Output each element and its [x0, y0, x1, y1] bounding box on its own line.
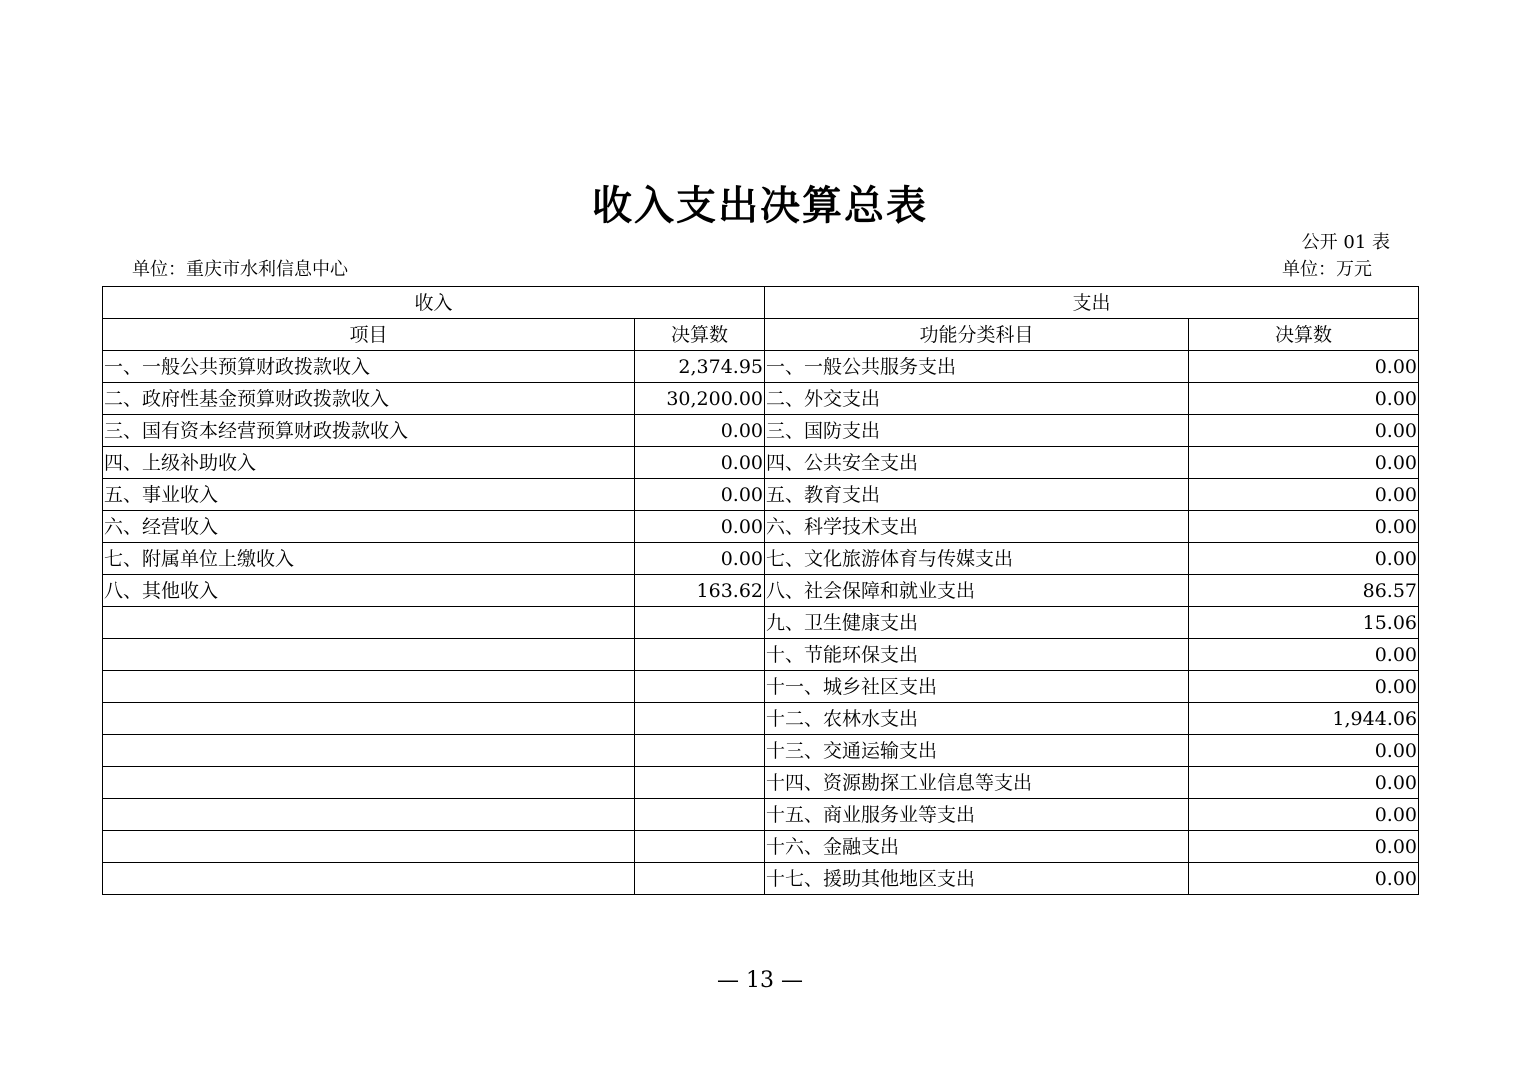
income-item-cell [103, 799, 635, 831]
expense-item-cell: 六、科学技术支出 [765, 511, 1189, 543]
income-item-cell: 四、上级补助收入 [103, 447, 635, 479]
income-item-cell: 七、附属单位上缴收入 [103, 543, 635, 575]
expense-amount-cell: 0.00 [1189, 383, 1419, 415]
income-item-cell: 一、一般公共预算财政拨款收入 [103, 351, 635, 383]
table-row [103, 671, 1419, 703]
income-item-cell: 三、国有资本经营预算财政拨款收入 [103, 415, 635, 447]
expense-amount-cell: 0.00 [1189, 767, 1419, 799]
table-row [103, 831, 1419, 863]
column-header-row [103, 319, 1419, 351]
expense-amount-cell: 1,944.06 [1189, 703, 1419, 735]
income-amount-cell: 0.00 [635, 511, 765, 543]
income-amount-cell: 2,374.95 [635, 351, 765, 383]
expense-amount-cell: 0.00 [1189, 415, 1419, 447]
table-row [103, 511, 1419, 543]
income-item-cell [103, 671, 635, 703]
expense-section-header: 支出 [765, 287, 1419, 319]
section-header-row [103, 287, 1419, 319]
income-item-cell [103, 703, 635, 735]
income-amount-cell [635, 703, 765, 735]
table-row [103, 799, 1419, 831]
expense-item-cell: 十一、城乡社区支出 [765, 671, 1189, 703]
unit-organization: 单位：重庆市水利信息中心 [132, 259, 348, 280]
expense-item-cell: 九、卫生健康支出 [765, 607, 1189, 639]
expense-amount-cell: 0.00 [1189, 831, 1419, 863]
income-amount-cell: 0.00 [635, 479, 765, 511]
table-body [103, 351, 1419, 895]
table-row [103, 447, 1419, 479]
income-item-cell: 二、政府性基金预算财政拨款收入 [103, 383, 635, 415]
expense-amount-cell: 0.00 [1189, 447, 1419, 479]
income-amount-cell: 163.62 [635, 575, 765, 607]
expense-item-cell: 十六、金融支出 [765, 831, 1189, 863]
page-number: — 13 — [717, 968, 803, 993]
income-amount-cell [635, 767, 765, 799]
unit-currency: 单位：万元 [1282, 259, 1372, 280]
table-row [103, 703, 1419, 735]
table-row [103, 383, 1419, 415]
expense-item-cell: 五、教育支出 [765, 479, 1189, 511]
income-item-cell [103, 831, 635, 863]
expense-amount-cell: 15.06 [1189, 607, 1419, 639]
table-row [103, 575, 1419, 607]
expense-item-cell: 三、国防支出 [765, 415, 1189, 447]
income-amount-cell [635, 607, 765, 639]
expense-item-cell: 八、社会保障和就业支出 [765, 575, 1189, 607]
income-item-cell [103, 735, 635, 767]
expense-item-cell: 十二、农林水支出 [765, 703, 1189, 735]
table-number: 公开 01 表 [1301, 232, 1390, 253]
expense-amount-cell: 0.00 [1189, 671, 1419, 703]
income-amount-cell [635, 799, 765, 831]
expense-item-cell: 十五、商业服务业等支出 [765, 799, 1189, 831]
income-amount-cell: 0.00 [635, 415, 765, 447]
table-row [103, 735, 1419, 767]
expense-item-cell: 十三、交通运输支出 [765, 735, 1189, 767]
expense-amount-cell: 0.00 [1189, 543, 1419, 575]
expense-amount-cell: 0.00 [1189, 479, 1419, 511]
income-amount-cell [635, 671, 765, 703]
table-row [103, 479, 1419, 511]
table-row [103, 863, 1419, 895]
income-item-cell: 八、其他收入 [103, 575, 635, 607]
income-item-cell: 六、经营收入 [103, 511, 635, 543]
expense-item-cell: 一、一般公共服务支出 [765, 351, 1189, 383]
income-item-cell [103, 863, 635, 895]
expense-amount-cell: 0.00 [1189, 799, 1419, 831]
income-amount-header: 决算数 [635, 319, 765, 351]
expense-item-cell: 十七、援助其他地区支出 [765, 863, 1189, 895]
expense-item-cell: 七、文化旅游体育与传媒支出 [765, 543, 1189, 575]
expense-amount-header: 决算数 [1189, 319, 1419, 351]
table-row [103, 767, 1419, 799]
income-item-header: 项目 [103, 319, 635, 351]
income-section-header: 收入 [103, 287, 765, 319]
income-amount-cell [635, 863, 765, 895]
expense-item-header: 功能分类科目 [765, 319, 1189, 351]
expense-item-cell: 十四、资源勘探工业信息等支出 [765, 767, 1189, 799]
expense-amount-cell: 0.00 [1189, 735, 1419, 767]
expense-item-cell: 四、公共安全支出 [765, 447, 1189, 479]
income-item-cell [103, 639, 635, 671]
page-title: 收入支出决算总表 [592, 182, 928, 229]
table-row [103, 415, 1419, 447]
income-amount-cell [635, 735, 765, 767]
table-row [103, 351, 1419, 383]
income-item-cell [103, 607, 635, 639]
income-amount-cell: 0.00 [635, 447, 765, 479]
expense-item-cell: 二、外交支出 [765, 383, 1189, 415]
income-expense-table [102, 286, 1419, 895]
expense-amount-cell: 0.00 [1189, 351, 1419, 383]
expense-item-cell: 十、节能环保支出 [765, 639, 1189, 671]
income-item-cell [103, 767, 635, 799]
income-amount-cell [635, 639, 765, 671]
table-row [103, 607, 1419, 639]
income-item-cell: 五、事业收入 [103, 479, 635, 511]
table-row [103, 639, 1419, 671]
expense-amount-cell: 0.00 [1189, 639, 1419, 671]
expense-amount-cell: 0.00 [1189, 511, 1419, 543]
table-row [103, 543, 1419, 575]
income-amount-cell: 0.00 [635, 543, 765, 575]
expense-amount-cell: 86.57 [1189, 575, 1419, 607]
income-amount-cell: 30,200.00 [635, 383, 765, 415]
expense-amount-cell: 0.00 [1189, 863, 1419, 895]
income-amount-cell [635, 831, 765, 863]
